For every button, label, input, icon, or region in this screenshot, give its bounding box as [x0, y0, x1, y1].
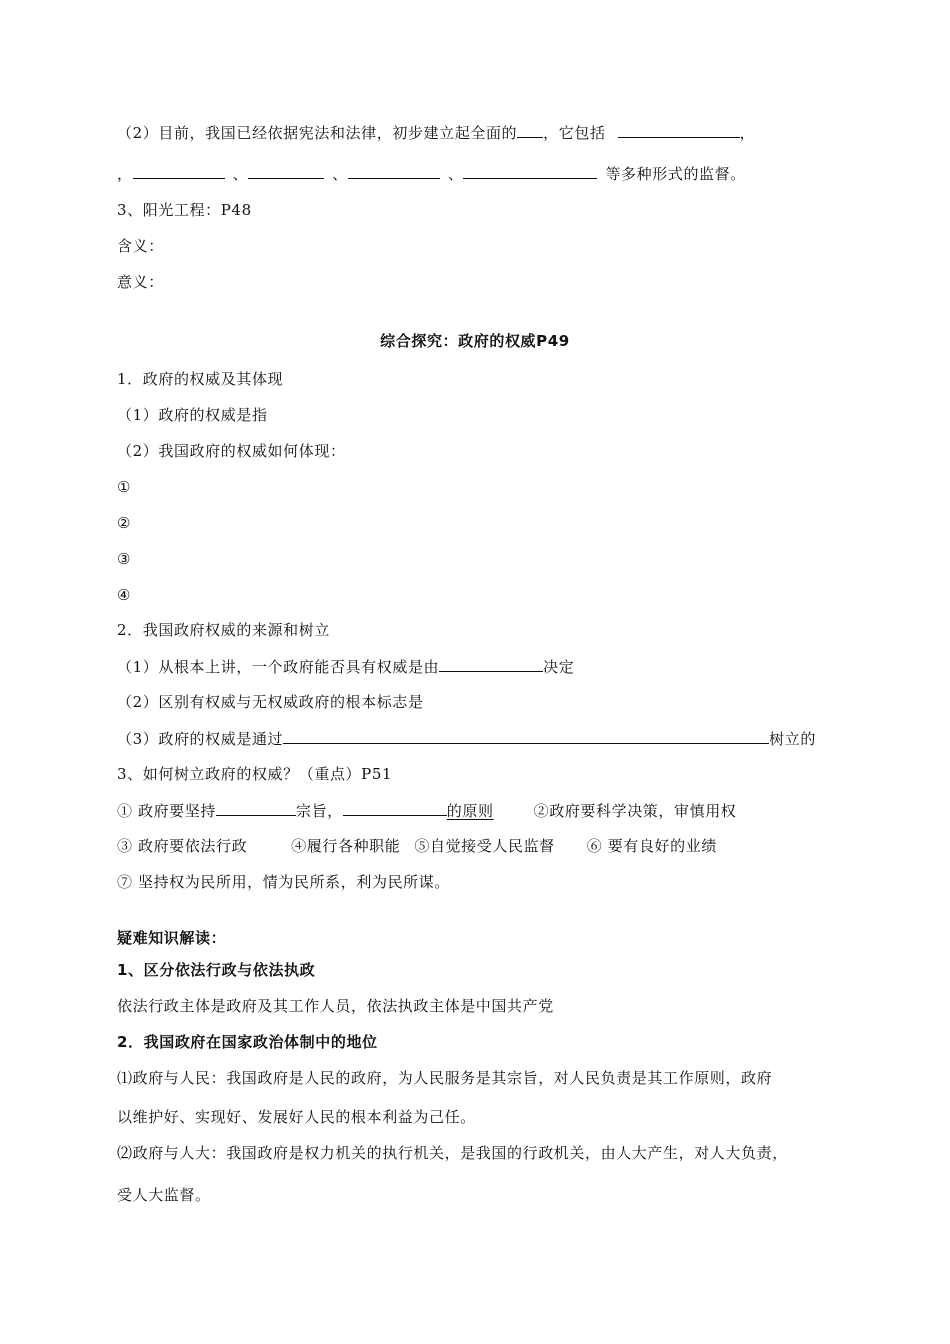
text-segment: 、	[447, 165, 464, 183]
sunshine-meaning-label: 含义：	[117, 237, 164, 255]
text-segment: ②政府要科学决策，审慎用权	[533, 802, 737, 820]
inquiry-question-2-3	[117, 728, 816, 749]
sunshine-significance-label: 意义：	[117, 273, 164, 291]
text-segment: ④履行各种职能	[291, 837, 401, 855]
text-segment: ⑥ 要有良好的业绩	[586, 837, 717, 855]
answer-mark-2: ②	[117, 514, 132, 532]
text-segment: 等多种形式的监督。	[605, 165, 746, 183]
fill-blank[interactable]	[248, 163, 324, 179]
sunshine-title: 3、阳光工程：P48	[117, 201, 252, 219]
answer-mark-3: ③	[117, 550, 132, 568]
answer-mark-1: ①	[117, 478, 132, 496]
answer-mark-4: ④	[117, 586, 132, 604]
text-segment: 决定	[543, 658, 575, 676]
difficult-point-2-b-line1: ⑵政府与人大：我国政府是权力机关的执行机关，是我国的行政机关，由人大产生，对人大负责，	[117, 1144, 788, 1162]
fill-blank[interactable]	[343, 800, 447, 816]
inquiry-section-1-title: 1．政府的权威及其体现	[117, 370, 284, 388]
authority-line-3: ⑦ 坚持权为民所用，情为民所系，利为民所谋。	[117, 873, 450, 891]
text-segment: 的原则	[446, 802, 494, 820]
inquiry-question-1-1: （1）政府的权威是指	[117, 406, 268, 424]
fill-blank[interactable]	[517, 122, 543, 138]
text-segment: 、	[332, 165, 348, 183]
fill-blank[interactable]	[618, 122, 740, 138]
fill-blank[interactable]	[348, 163, 440, 179]
text-segment: ，它包括	[543, 124, 606, 142]
text-segment: 、	[232, 165, 249, 183]
inquiry-heading: 综合探究：政府的权威P49	[380, 332, 570, 350]
supervision-item-2-line2	[117, 163, 746, 184]
text-segment: ① 政府要坚持	[117, 802, 216, 820]
inquiry-question-1-2: （2）我国政府的权威如何体现：	[117, 442, 346, 460]
text-segment: ③ 政府要依法行政	[117, 837, 248, 855]
fill-blank[interactable]	[133, 163, 225, 179]
difficult-point-2-title: 2．我国政府在国家政治体制中的地位	[117, 1033, 378, 1051]
text-segment: ，	[117, 165, 133, 183]
difficult-point-2-a-line2: 以维护好、实现好、发展好人民的根本利益为己任。	[117, 1108, 476, 1126]
fill-blank[interactable]	[283, 728, 769, 744]
text-segment: （1）从根本上讲，一个政府能否具有权威是由	[117, 658, 440, 676]
fill-blank[interactable]	[463, 163, 597, 179]
text-segment: ，	[739, 124, 756, 142]
authority-line-2	[117, 836, 717, 856]
fill-blank[interactable]	[216, 800, 296, 816]
inquiry-section-3-title: 3、如何树立政府的权威？（重点）P51	[117, 765, 393, 783]
authority-line-1	[117, 800, 736, 821]
fill-blank[interactable]	[439, 656, 543, 672]
text-segment: ⑤自觉接受人民监督	[414, 837, 555, 855]
inquiry-section-2-title: 2．我国政府权威的来源和树立	[117, 621, 330, 639]
difficult-point-1-text: 依法行政主体是政府及其工作人员，依法执政主体是中国共产党	[117, 997, 554, 1015]
difficult-point-2-b-line2: 受人大监督。	[117, 1186, 211, 1204]
text-segment: （2）目前，我国已经依据宪法和法律，初步建立起全面的	[117, 124, 518, 142]
text-segment: （3）政府的权威是通过	[117, 730, 284, 748]
difficult-heading: 疑难知识解读：	[117, 929, 227, 947]
difficult-point-2-a-line1: ⑴政府与人民：我国政府是人民的政府，为人民服务是其宗旨，对人民负责是其工作原则，政府	[117, 1069, 773, 1087]
text-segment: 宗旨，	[295, 802, 343, 820]
supervision-item-2-line1	[117, 122, 755, 143]
inquiry-question-2-1	[117, 656, 574, 677]
inquiry-question-2-2: （2）区别有权威与无权威政府的根本标志是	[117, 693, 424, 711]
text-segment: 树立的	[769, 730, 816, 748]
difficult-point-1-title: 1、区分依法行政与依法执政	[117, 961, 316, 979]
